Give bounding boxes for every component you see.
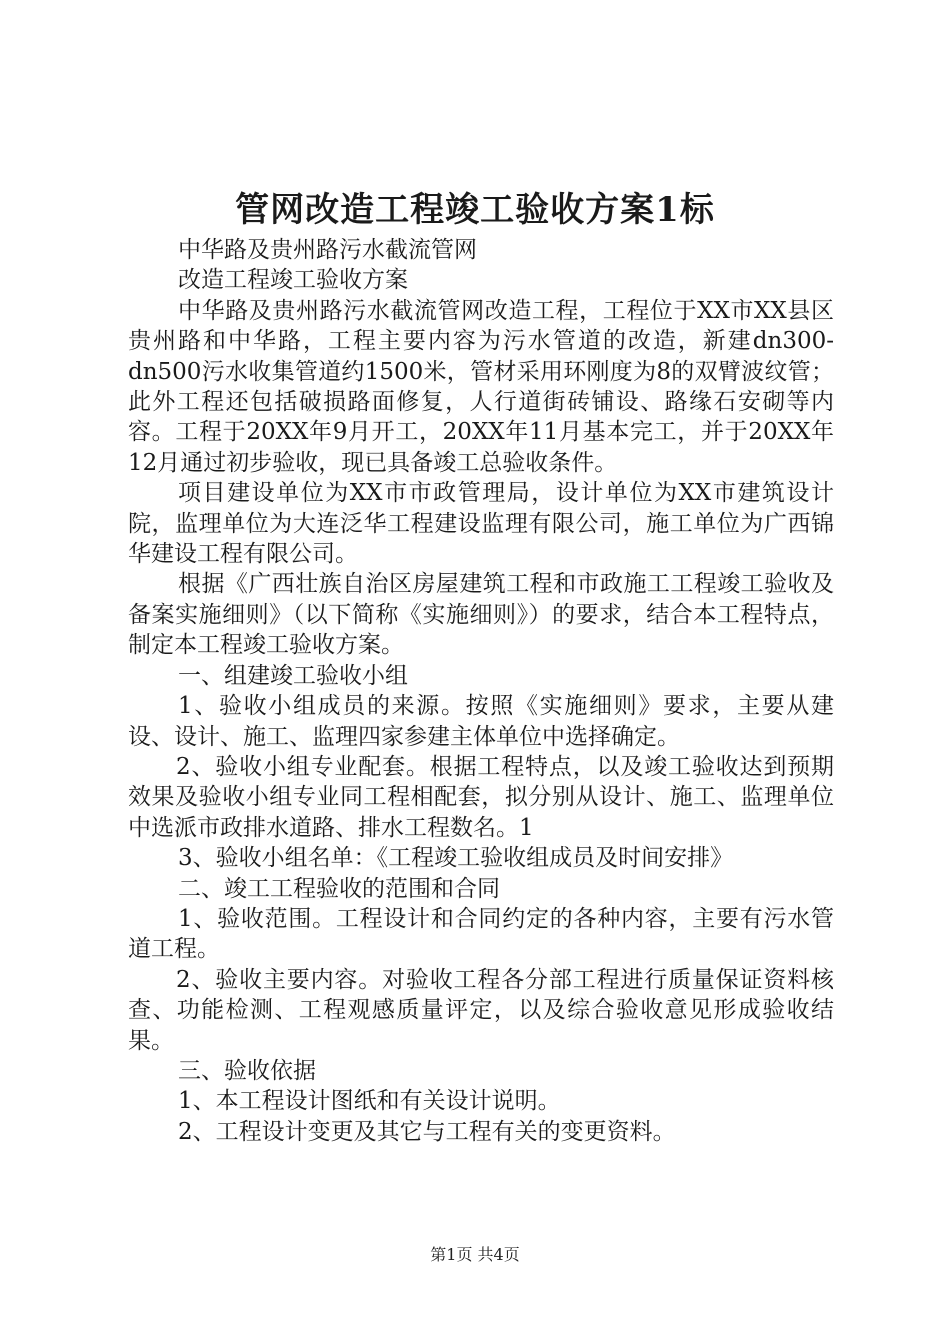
list-item: 2、工程设计变更及其它与工程有关的变更资料。 [178,1118,676,1145]
paragraph-project-units: 项目建设单位为XX市市政管理局，设计单位为XX市建筑设计院，监理单位为大连泛华工程建设监理有限公司，施工单位为广西锦华建设工程有限公司。 [128,480,834,568]
paragraph-basis-intro: 根据《广西壮族自治区房屋建筑工程和市政施工工程竣工验收及备案实施细则》（以下简称《实施细则》）的要求，结合本工程特点，制定本工程竣工验收方案。 [128,571,834,659]
paragraph-project-overview: 中华路及贵州路污水截流管网改造工程，工程位于XX市XX县区贵州路和中华路，工程主要内容为污水管道的改造，新建dn300-dn500污水收集管道约1500米，管材采用环刚度为8的双臂波纹管；此外工程还包括破损路面修复，人行道街砖铺设、路缘石安砌等内容。工程于20XX年9月开工，20XX年11月基本完工，并于20XX年12月通过初步验收，现已具备竣工总验收条件。 [128,297,834,476]
page-number-footer: 第1页 共4页 [430,1245,520,1264]
document-body [128,235,834,1147]
list-item: 1、验收小组成员的来源。按照《实施细则》要求，主要从建设、设计、施工、监理四家参建主体单位中选择确定。 [128,693,834,750]
section-heading-2: 二、竣工工程验收的范围和合同 [178,875,500,902]
document-title: 管网改造工程竣工验收方案1标 [235,190,715,230]
list-item: 2、验收小组专业配套。根据工程特点，以及竣工验收达到预期效果及验收小组专业同工程相配套，拟分别从设计、施工、监理单位中选派市政排水道路、排水工程数名。1 [128,753,834,841]
section-heading-3: 三、验收依据 [178,1057,316,1084]
paragraph-subtitle-1: 中华路及贵州路污水截流管网 [178,237,477,263]
list-item: 1、本工程设计图纸和有关设计说明。 [178,1088,561,1115]
section-heading-1: 一、组建竣工验收小组 [178,662,408,689]
list-item: 2、验收主要内容。对验收工程各分部工程进行质量保证资料核查、功能检测、工程观感质量评定，以及综合验收意见形成验收结果。 [128,966,834,1054]
list-item: 1、验收范围。工程设计和合同约定的各种内容，主要有污水管道工程。 [128,905,834,963]
paragraph-subtitle-2: 改造工程竣工验收方案 [178,267,408,294]
list-item: 3、验收小组名单：《工程竣工验收组成员及时间安排》 [178,845,734,872]
